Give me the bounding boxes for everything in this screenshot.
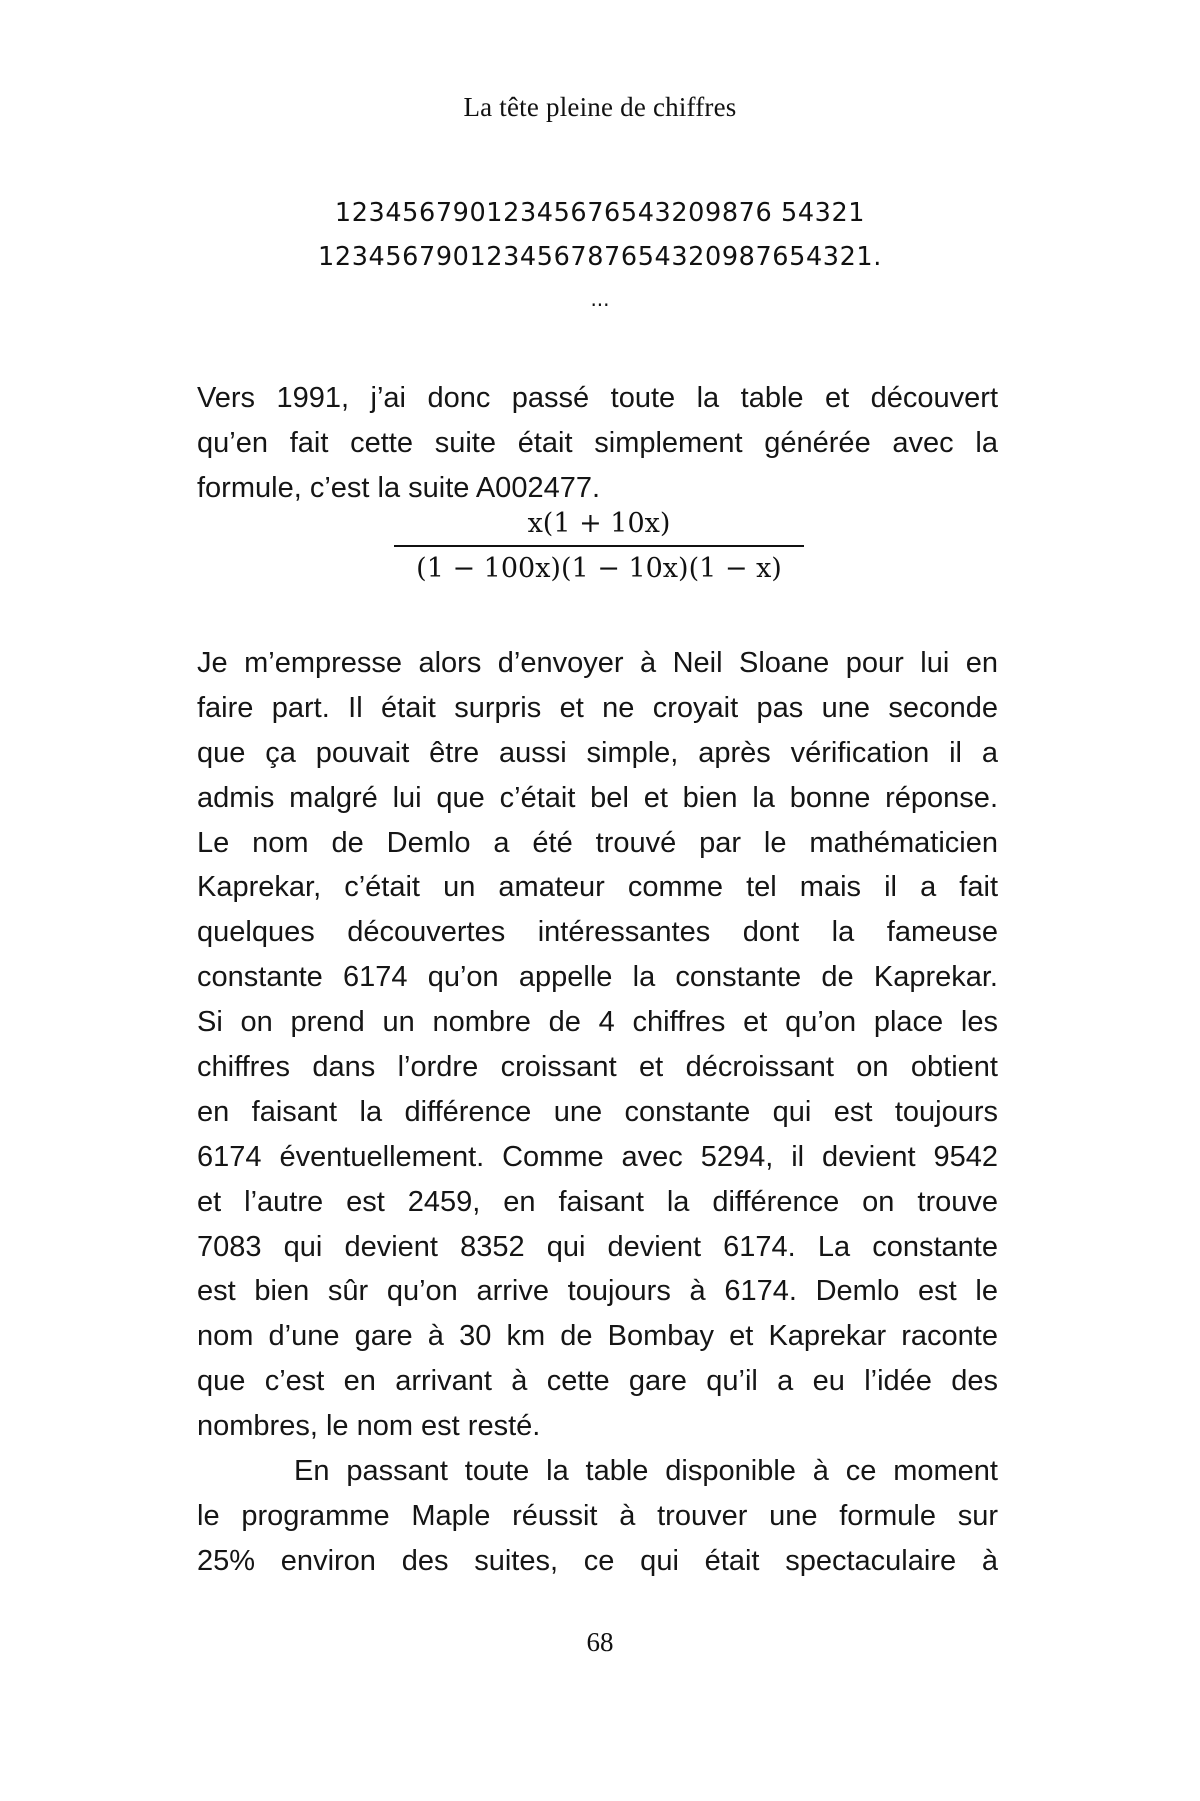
text-line: 6174 éventuellement. Comme avec 5294, il devient 9542 — [197, 1140, 998, 1173]
text-line: Le nom de Demlo a été trouvé par le mathématicien — [197, 826, 998, 859]
text-line: est bien sûr qu’on arrive toujours à 6174. Demlo est le — [197, 1275, 998, 1308]
sequence-line-1: 12345679012345676543209876 54321 — [334, 198, 866, 228]
text-line: Kaprekar, c’était un amateur comme tel mais il a fait — [197, 871, 998, 904]
text-line: quelques découvertes intéressantes dont la fameuse — [197, 916, 998, 949]
text-line: le programme Maple réussit à trouver une formule sur — [197, 1499, 998, 1532]
text-line: chiffres dans l’ordre croissant et décroissant on obtient — [197, 1051, 998, 1084]
page-number: 68 — [586, 1627, 614, 1657]
text-line: 25% environ des suites, ce qui était spectaculaire à — [197, 1544, 998, 1577]
text-line: faire part. Il était surpris et ne croyait pas une seconde — [197, 691, 998, 724]
text-line: que ça pouvait être aussi simple, après vérification il a — [197, 736, 998, 769]
text-line: nombres, le nom est resté. — [197, 1410, 541, 1443]
text-line: Si on prend un nombre de 4 chiffres et qu’on place les — [197, 1006, 998, 1039]
text-line: en faisant la différence une constante qui est toujours — [197, 1095, 998, 1128]
text-line: Je m’empresse alors d’envoyer à Neil Sloane pour lui en — [197, 647, 998, 679]
running-header: La tête pleine de chiffres — [463, 92, 737, 122]
text-line: et l’autre est 2459, en faisant la différence on trouve — [197, 1185, 998, 1218]
text-line: qu’en fait cette suite était simplement générée avec la — [197, 426, 998, 459]
text-line: admis malgré lui que c’était bel et bien la bonne réponse. — [197, 781, 998, 814]
generating-function-formula — [394, 508, 804, 584]
sequence-line-2: 123456790123456787654320987654321. — [318, 242, 882, 272]
text-line: formule, c’est la suite A002477. — [197, 471, 601, 504]
formula-numerator: x(1 + 10x) — [527, 508, 671, 539]
text-line: En passant toute la table disponible à ce moment — [294, 1455, 998, 1488]
text-line: nom d’une gare à 30 km de Bombay et Kaprekar raconte — [197, 1320, 998, 1353]
text-line: Vers 1991, j’ai donc passé toute la table et découvert — [197, 382, 998, 414]
text-line: que c’est en arrivant à cette gare qu’il a eu l’idée des — [197, 1365, 998, 1398]
paragraph-2 — [197, 641, 998, 1584]
text-line: constante 6174 qu’on appelle la constante de Kaprekar. — [197, 961, 998, 994]
ellipsis: ... — [590, 287, 610, 311]
paragraph-1 — [197, 376, 998, 511]
formula-denominator: (1 − 100x)(1 − 10x)(1 − x) — [416, 553, 782, 584]
text-line: 7083 qui devient 8352 qui devient 6174. La constante — [197, 1230, 998, 1263]
